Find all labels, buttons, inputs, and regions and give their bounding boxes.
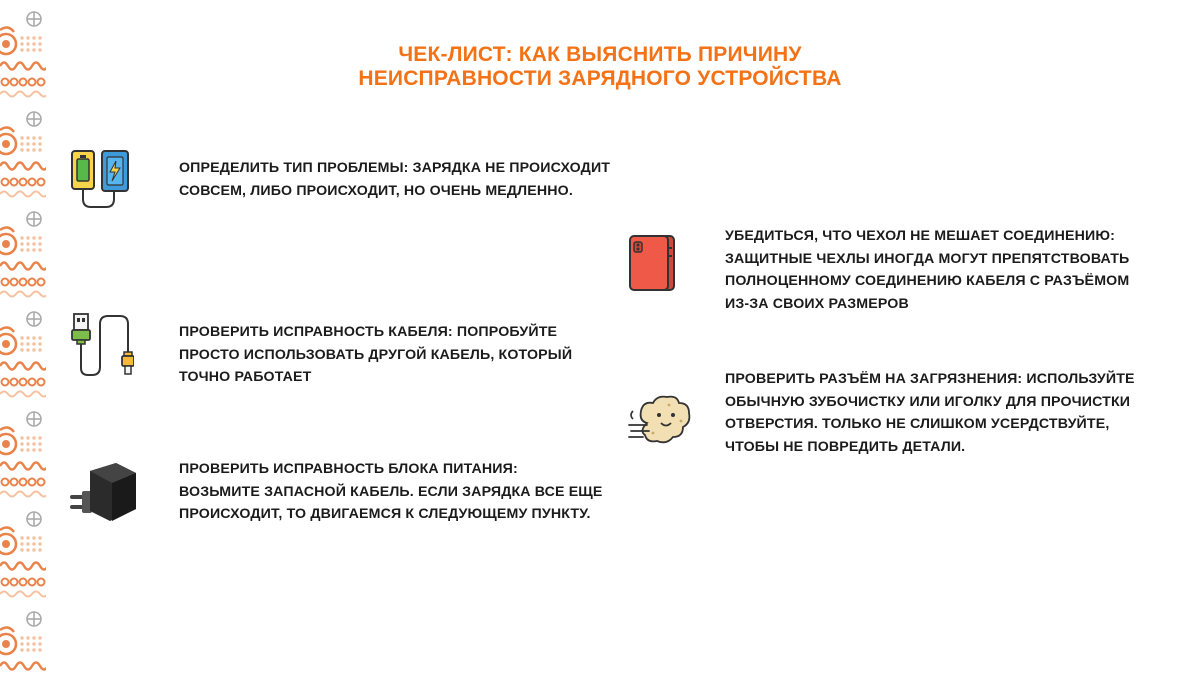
usb-cable-icon: [70, 312, 134, 383]
page-title-line-1: ЧЕК-ЛИСТ: КАК ВЫЯСНИТЬ ПРИЧИНУ: [398, 43, 802, 66]
power-bank-icon: [70, 149, 134, 218]
page-title-line-2: НЕИСПРАВНОСТИ ЗАРЯДНОГО УСТРОЙСТВА: [358, 67, 842, 90]
dust-cloud-icon: [627, 393, 693, 454]
checklist-item-text: УБЕДИТЬСЯ, ЧТО ЧЕХОЛ НЕ МЕШАЕТ СОЕДИНЕНИЮ: ЗАЩИТНЫЕ ЧЕХЛЫ ИНОГДА МОГУТ ПРЕПЯТСТВОВАТЬ ПОЛНОЦЕННОМУ СОЕДИНЕНИЮ КАБЕЛЯ С РАЗЪЁМОМ ИЗ-ЗА СВОИХ РАЗМЕРОВ: [725, 228, 1130, 312]
checklist-item-text: ПРОВЕРИТЬ ИСПРАВНОСТЬ БЛОКА ПИТАНИЯ: ВОЗЬМИТЕ ЗАПАСНОЙ КАБЕЛЬ. ЕСЛИ ЗАРЯДКА ВСЕ ЕЩЕ ПРОИСХОДИТ, ТО ДВИГАЕМСЯ К СЛЕДУЮЩЕМУ ПУНКТУ.: [179, 461, 603, 522]
checklist-item-text: ПРОВЕРИТЬ РАЗЪЁМ НА ЗАГРЯЗНЕНИЯ: ИСПОЛЬЗУЙТЕ ОБЫЧНУЮ ЗУБОЧИСТКУ ИЛИ ИГОЛКУ ДЛЯ ПРОЧИСТКИ ОТВЕРСТИЯ. ТОЛЬКО НЕ СЛИШКОМ УСЕРДСТВУЙТЕ, ЧТОБЫ НЕ ПОВРЕДИТЬ ДЕТАЛИ.: [725, 371, 1135, 455]
power-adapter-icon: [70, 461, 138, 530]
checklist-item-text: ПРОВЕРИТЬ ИСПРАВНОСТЬ КАБЕЛЯ: ПОПРОБУЙТЕ ПРОСТО ИСПОЛЬЗОВАТЬ ДРУГОЙ КАБЕЛЬ, КОТОРЫЙ ТОЧНО РАБОТАЕТ: [179, 324, 573, 385]
decorative-border: [0, 0, 46, 675]
phone-case-icon: [628, 234, 676, 297]
checklist-item-text: ОПРЕДЕЛИТЬ ТИП ПРОБЛЕМЫ: ЗАРЯДКА НЕ ПРОИСХОДИТ СОВСЕМ, ЛИБО ПРОИСХОДИТ, НО ОЧЕНЬ МЕДЛЕННО.: [179, 160, 611, 199]
page-title: [0, 43, 1200, 91]
